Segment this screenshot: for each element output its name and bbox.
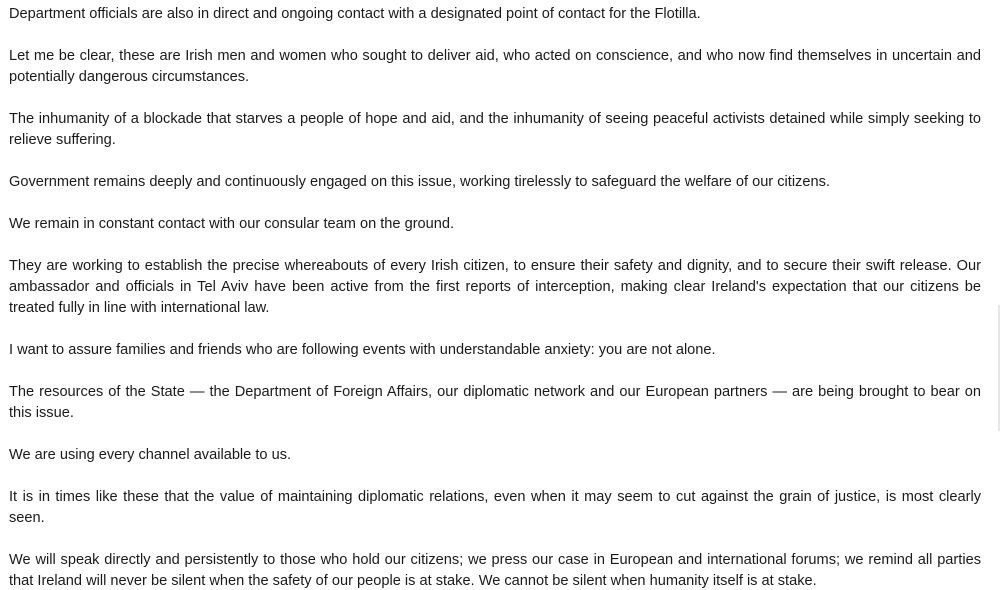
paragraph-speak-directly: We will speak directly and persistently to those who hold our citizens; we press our case in European and international forums; we remind all parties that Ireland will never be silent when the safety of our people is at stake. We cannot be silent when humanity itself is at stake. — [9, 552, 981, 589]
paragraph-state-resources: The resources of the State — the Department of Foreign Affairs, our diplomatic network and our European partners — are being brought to bear on this issue. — [9, 384, 981, 421]
paragraph-diplomatic-relations: It is in times like these that the value of maintaining diplomatic relations, even when it may seem to cut against the grain of justice, is most clearly seen. — [9, 489, 981, 526]
paragraph-government-engaged: Government remains deeply and continuously engaged on this issue, working tirelessly to safeguard the welfare of our citizens. — [9, 174, 830, 190]
paragraph-whereabouts: They are working to establish the precise whereabouts of every Irish citizen, to ensure their safety and dignity, and to secure their swift release. Our ambassador and officials in Tel Aviv have been active from the first reports of interception, making clear Ireland's expectation that our citizens be treated fully in line with international law. — [9, 258, 981, 316]
paragraph-assure-families: I want to assure families and friends who are following events with understandable anxiety: you are not alone. — [9, 342, 716, 358]
paragraph-inhumanity: The inhumanity of a blockade that starves a people of hope and aid, and the inhumanity of seeing peaceful activists detained while simply seeking to relieve suffering. — [9, 111, 981, 148]
paragraph-consular-team: We remain in constant contact with our consular team on the ground. — [9, 216, 455, 232]
paragraph-every-channel: We are using every channel available to us. — [9, 447, 292, 463]
article-body — [9, 4, 981, 590]
paragraph-irish-citizens: Let me be clear, these are Irish men and women who sought to deliver aid, who acted on conscience, and who now find themselves in uncertain and potentially dangerous circumstances. — [9, 48, 981, 85]
paragraph-contact-point: Department officials are also in direct and ongoing contact with a designated point of contact for the Flotilla. — [9, 6, 701, 22]
